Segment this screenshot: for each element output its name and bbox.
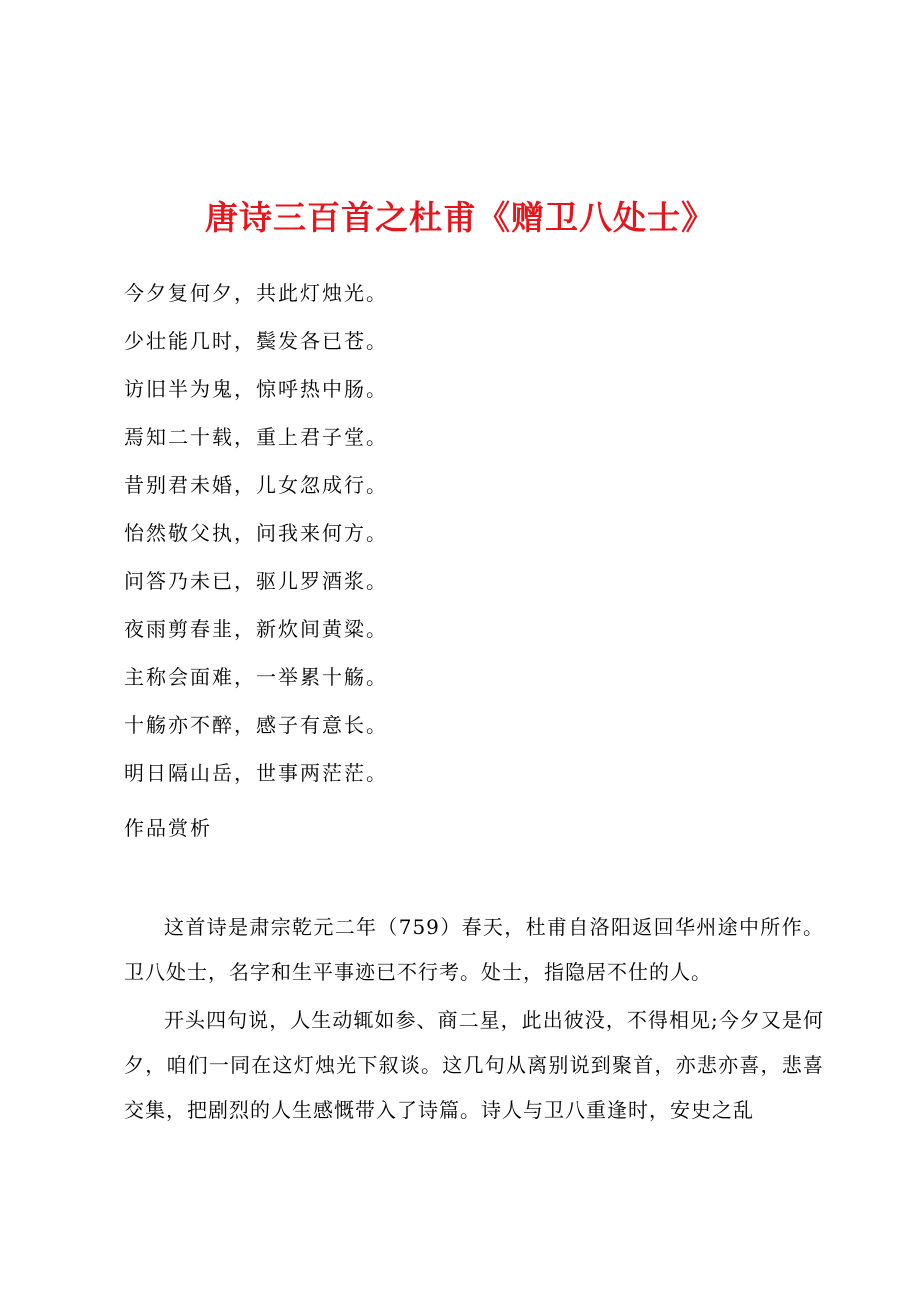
poem-line: 焉知二十载，重上君子堂。 [124, 425, 388, 449]
analysis-paragraph: 开头四句说，人生动辄如参、商二星，此出彼没，不得相见;今夕又是何夕，咱们一同在这灯烛光下叙谈。这几句从离别说到聚首，亦悲亦喜，悲喜交集，把剧烈的人生感慨带入了诗篇。诗人与卫八重逢时，安史之乱 [124, 1008, 824, 1122]
poem-line: 少壮能几时，鬓发各已苍。 [124, 329, 388, 353]
poem-line: 明日隔山岳，世事两茫茫。 [124, 761, 388, 785]
section-heading: 作品赏析 [124, 816, 212, 840]
analysis-paragraph: 这首诗是肃宗乾元二年（759）春天，杜甫自洛阳返回华州途中所作。卫八处士，名字和生平事迹已不行考。处士，指隐居不仕的人。 [124, 915, 824, 984]
document-title: 唐诗三百首之杜甫《赠卫八处士》 [205, 198, 715, 237]
poem-line: 主称会面难，一举累十觞。 [124, 665, 388, 689]
poem-line: 怡然敬父执，问我来何方。 [124, 521, 388, 545]
analysis-body [124, 905, 824, 1133]
poem-line: 问答乃未已，驱儿罗酒浆。 [124, 569, 388, 593]
poem-line: 昔别君未婚，儿女忽成行。 [124, 473, 388, 497]
poem-text [124, 281, 824, 809]
poem-line: 访旧半为鬼，惊呼热中肠。 [124, 377, 388, 401]
poem-line: 夜雨剪春韭，新炊间黄粱。 [124, 617, 388, 641]
poem-line: 今夕复何夕，共此灯烛光。 [124, 281, 388, 305]
poem-line: 十觞亦不醉，感子有意长。 [124, 713, 388, 737]
